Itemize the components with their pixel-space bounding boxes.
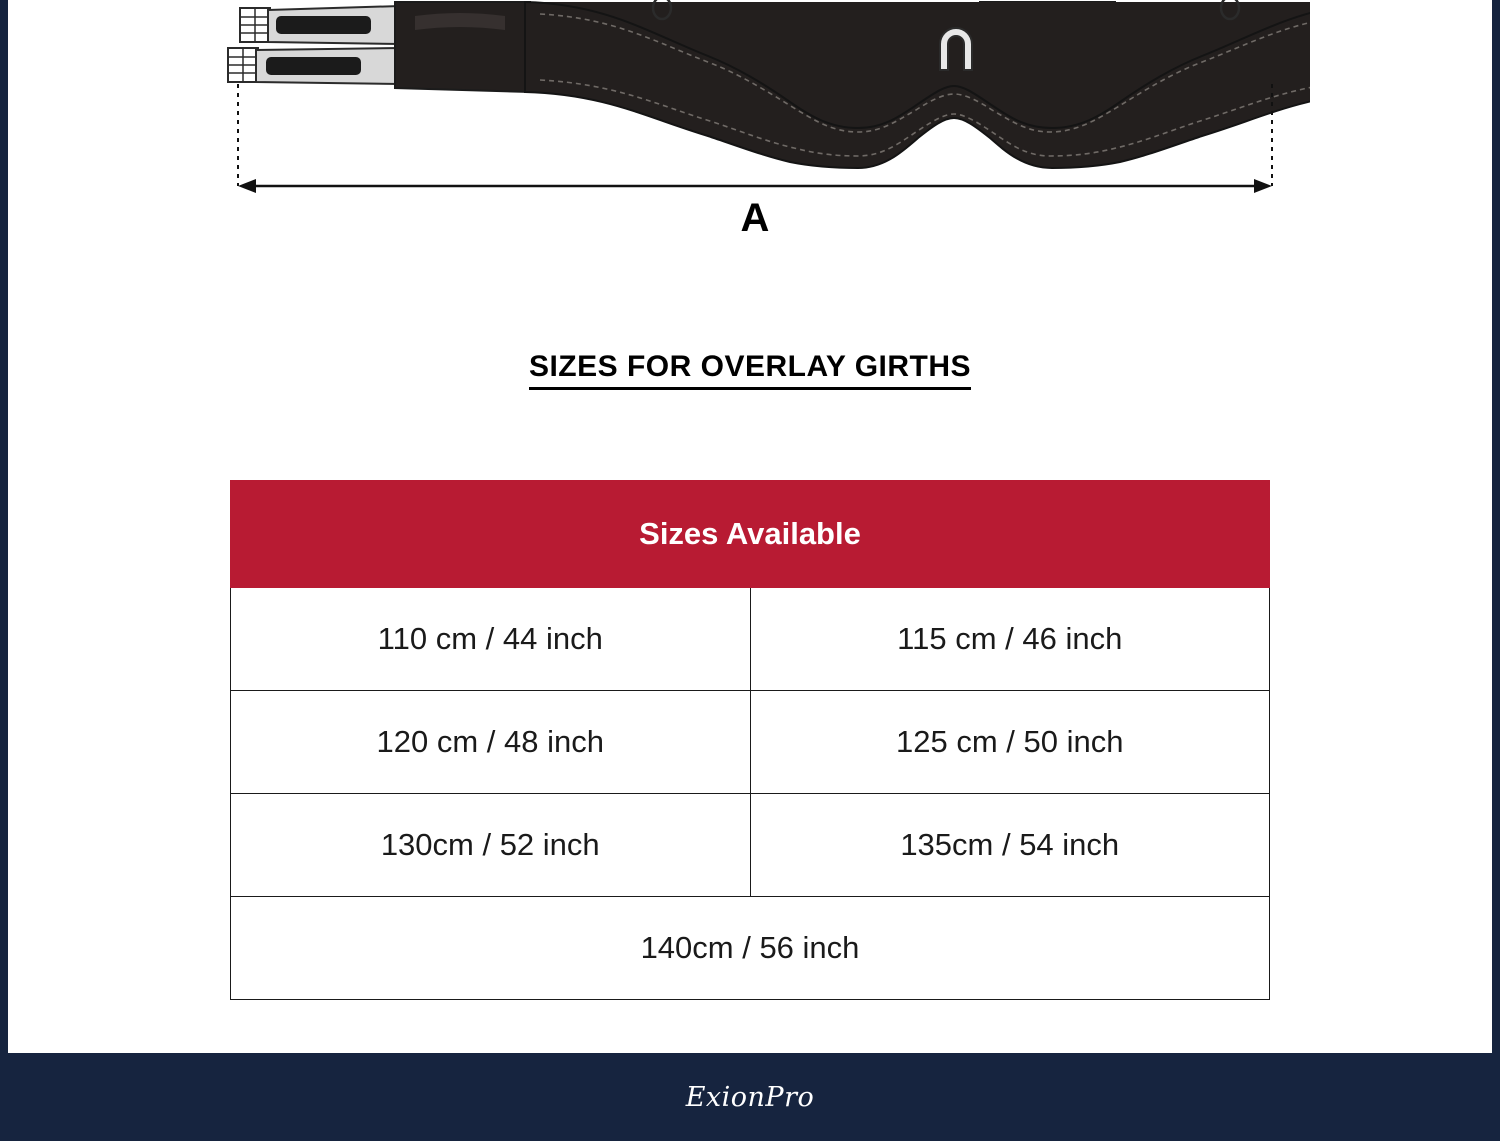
size-cell: 135cm / 54 inch: [750, 794, 1270, 897]
section-title-text: SIZES FOR OVERLAY GIRTHS: [529, 350, 971, 390]
right-edge-bar: [1492, 0, 1500, 1141]
brand-logo: ExionPro: [685, 1081, 815, 1113]
sizes-table: [230, 480, 1270, 1000]
size-cell: 115 cm / 46 inch: [750, 588, 1270, 691]
girth-illustration: [200, 0, 1310, 240]
table-header-cell: Sizes Available: [231, 481, 1270, 588]
size-cell: 110 cm / 44 inch: [231, 588, 751, 691]
size-cell-full: 140cm / 56 inch: [231, 897, 1270, 1000]
table-row: [231, 897, 1270, 1000]
section-title: [0, 350, 1500, 384]
table-row: [231, 691, 1270, 794]
size-cell: 125 cm / 50 inch: [750, 691, 1270, 794]
dimension-letter: A: [740, 196, 770, 240]
table-row: [231, 794, 1270, 897]
left-edge-bar: [0, 0, 8, 1141]
size-cell: 120 cm / 48 inch: [231, 691, 751, 794]
footer-bar: [0, 1053, 1500, 1141]
size-cell: 130cm / 52 inch: [231, 794, 751, 897]
table-header-row: [231, 481, 1270, 588]
table-row: [231, 588, 1270, 691]
